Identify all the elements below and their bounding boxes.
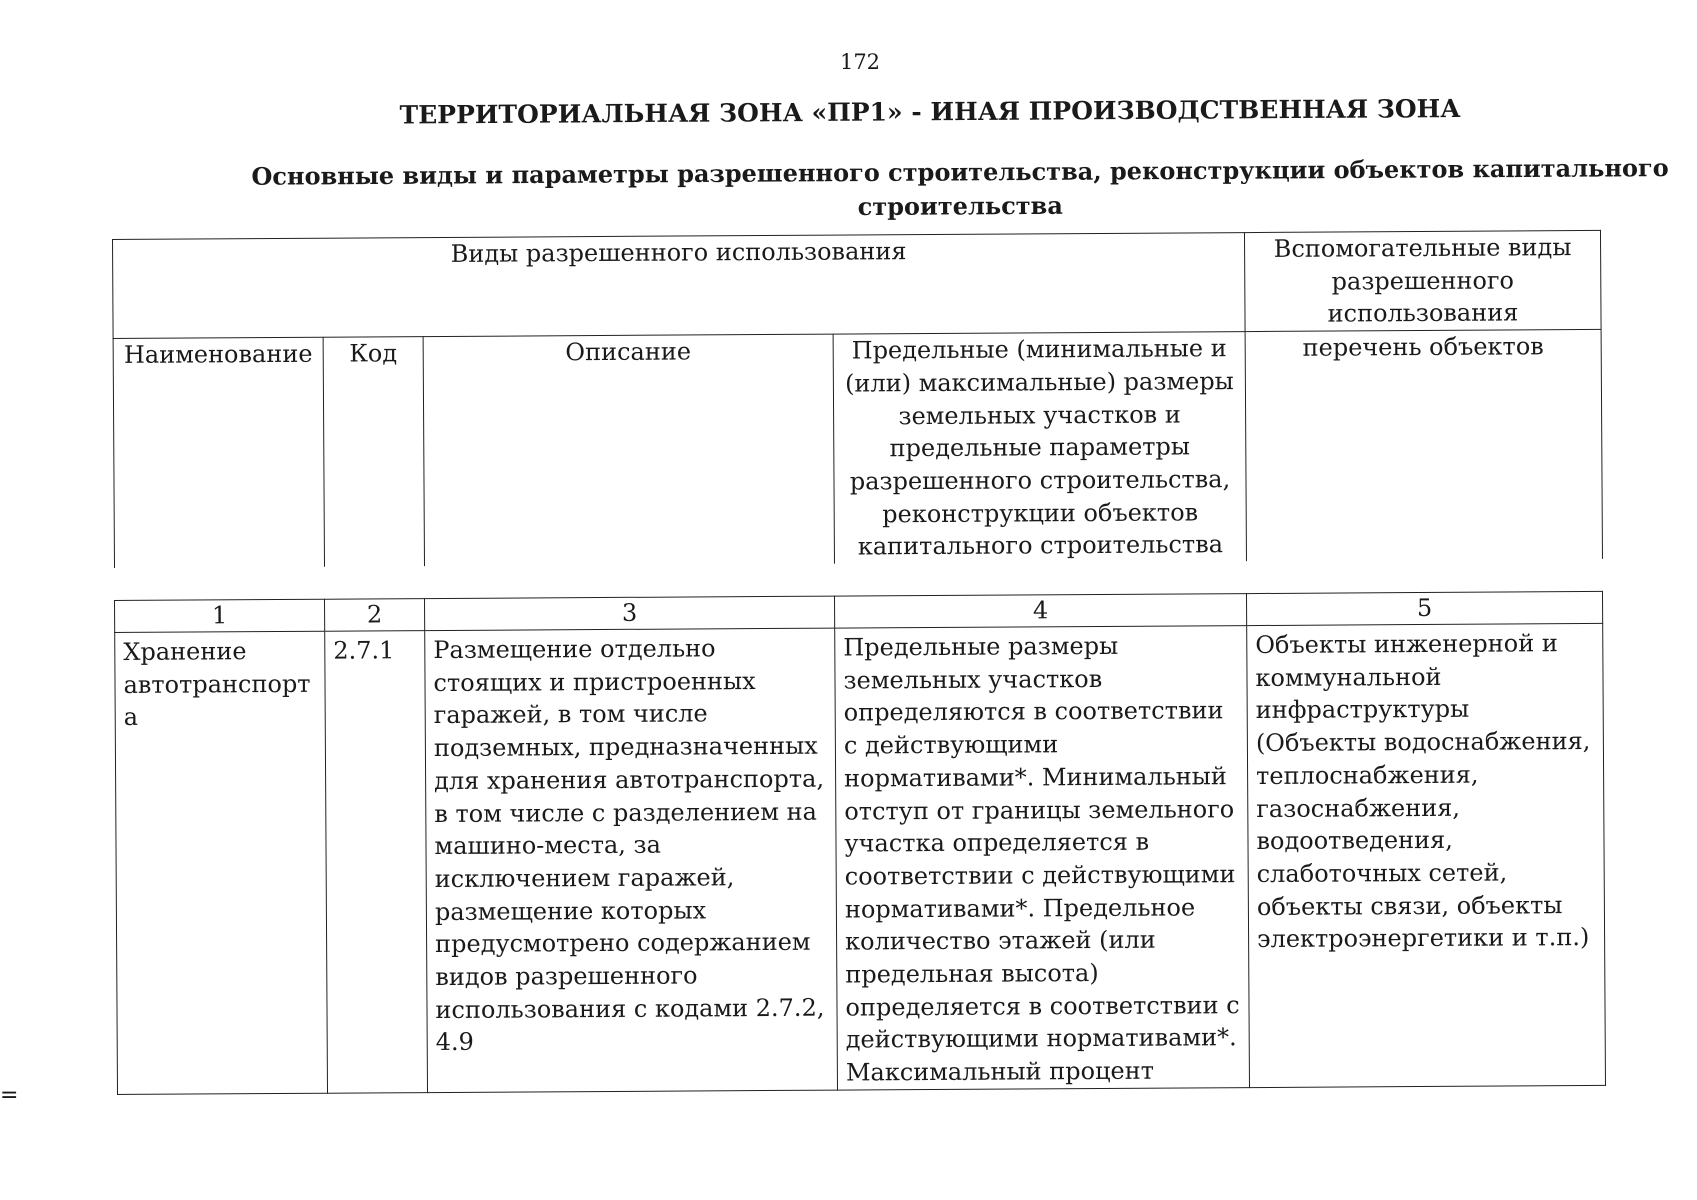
header-group-main: Виды разрешенного использования [113,233,1246,339]
column-number: 3 [424,596,834,631]
header-col-objects: перечень объектов [1245,330,1602,562]
column-number: 4 [834,594,1246,629]
header-col-name: Наименование [113,337,324,568]
data-table [114,591,1606,1095]
header-table [112,230,1603,568]
cell-limits: Предельные размеры земельных участков определяются в соответствии с действующими нормативами*. Минимальный отступ от границы земельного участка определяется в соответствии с действующими нормативами*. Предельное количество этажей (или предельная высота) определяется в соответствии с действующими нормативами*. Максимальный процент [835,626,1250,1090]
margin-mark: = [0,1083,19,1108]
header-col-limits: Предельные (минимальные и (или) максимальные) размеры земельных участков и предельные параметры разрешенного строительства, реконструкции объектов капитального строительства [833,332,1246,564]
cell-auxiliary: Объекты инженерной и коммунальной инфраструктуры (Объекты водоснабжения, теплоснабжения, газоснабжения, водоотведения, слаботочных сетей, объекты связи, объекты электроэнергетики и т.п.) [1247,623,1606,1087]
header-group-auxiliary: Вспомогательные виды разрешенного использования [1244,230,1601,331]
column-number: 1 [115,599,325,632]
section-title: Основные виды и параметры разрешенного строительства, реконструкции объектов капитального строительства [251,153,1669,222]
page-number: 172 [839,50,881,74]
table-row [115,623,1606,1094]
zone-title: ТЕРРИТОРИАЛЬНАЯ ЗОНА «ПР1» - ИНАЯ ПРОИЗВОДСТВЕННАЯ ЗОНА [399,94,1461,130]
cell-code: 2.7.1 [325,631,428,1093]
cell-description: Размещение отдельно стоящих и пристроенных гаражей, в том числе подземных, предназначенных для хранения автотранспорта, в том числе с разделением на машино-места, за исключением гаражей, размещение которых предусмотрено содержанием видов разрешенного использования с кодами 2.7.2, 4.9 [425,628,838,1092]
cell-name: Хранение автотранспорт а [115,631,328,1094]
column-number: 2 [324,599,424,632]
header-col-description: Описание [423,334,834,566]
header-col-code: Код [323,337,424,567]
column-number: 5 [1246,591,1602,625]
